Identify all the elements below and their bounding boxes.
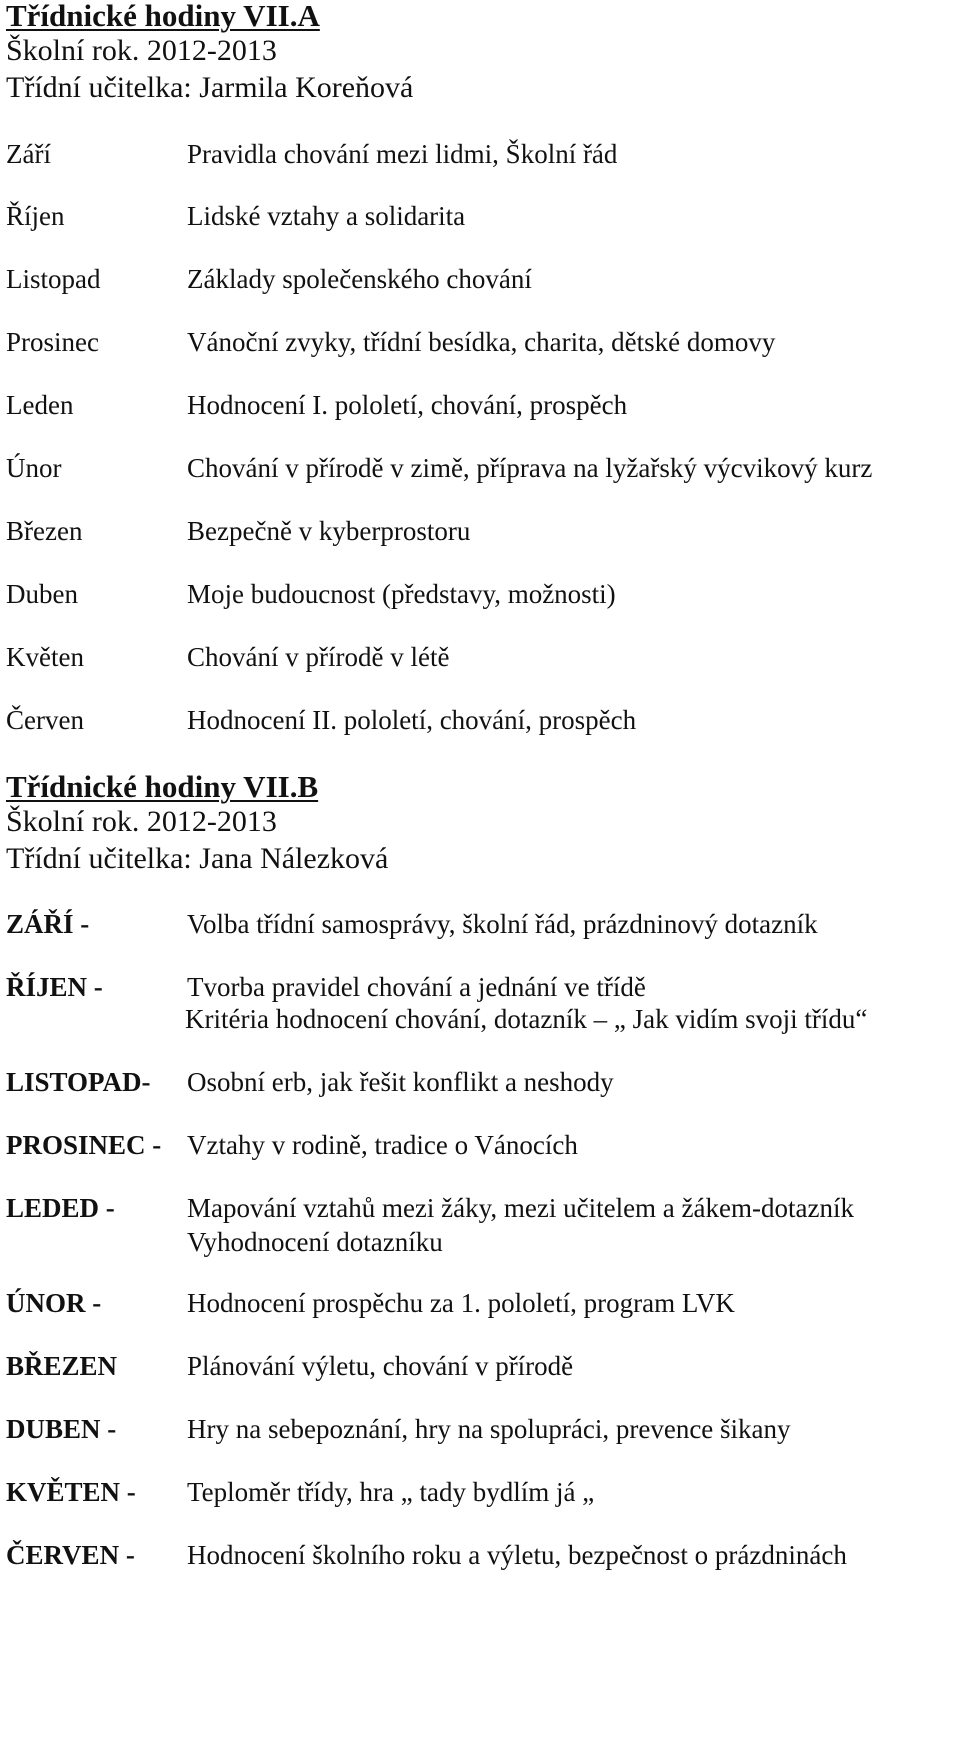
topic-text: Hry na sebepoznání, hry na spolupráci, prevence šikany xyxy=(187,1414,791,1444)
topic-text: Moje budoucnost (představy, možnosti) xyxy=(187,579,616,609)
topic-text: Hodnocení II. pololetí, chování, prospěch xyxy=(187,705,637,735)
schedule-row xyxy=(0,644,960,684)
schedule-row xyxy=(0,392,960,432)
month-label: Říjen xyxy=(6,201,65,231)
schedule-row xyxy=(0,203,960,243)
topic-text: Hodnocení I. pololetí, chování, prospěch xyxy=(187,390,628,420)
month-label: BŘEZEN xyxy=(6,1351,118,1381)
schedule-row xyxy=(0,141,960,181)
month-label: Červen xyxy=(6,705,84,735)
month-label: PROSINEC - xyxy=(6,1130,162,1160)
schedule-row xyxy=(0,1132,960,1172)
topic-text: Tvorba pravidel chování a jednání ve třídě xyxy=(187,972,646,1002)
schedule-row xyxy=(0,1353,960,1393)
schedule-row xyxy=(0,266,960,306)
month-label: Listopad xyxy=(6,264,101,294)
schedule-row xyxy=(0,518,960,558)
month-label: ÚNOR - xyxy=(6,1288,102,1318)
class-b-teacher: Třídní učitelka: Jana Nálezková xyxy=(6,842,389,875)
topic-text: Vztahy v rodině, tradice o Vánocích xyxy=(187,1130,578,1160)
month-label: ŘÍJEN - xyxy=(6,972,103,1002)
topic-text: Plánování výletu, chování v přírodě xyxy=(187,1351,574,1381)
schedule-row xyxy=(0,1479,960,1519)
schedule-row xyxy=(0,581,960,621)
schedule-row xyxy=(0,1290,960,1330)
month-label: ČERVEN - xyxy=(6,1540,135,1570)
topic-text: Bezpečně v kyberprostoru xyxy=(187,516,471,546)
topic-text: Základy společenského chování xyxy=(187,264,532,294)
topic-text: Chování v přírodě v zimě, příprava na lyžařský výcvikový kurz xyxy=(187,453,873,483)
class-b-title: Třídnické hodiny VII.B xyxy=(6,769,319,804)
topic-text: Vánoční zvyky, třídní besídka, charita, dětské domovy xyxy=(187,327,776,357)
topic-text: Chování v přírodě v létě xyxy=(187,642,450,672)
topic-text: Mapování vztahů mezi žáky, mezi učitelem a žákem-dotazník xyxy=(187,1193,854,1223)
month-label: Leden xyxy=(6,390,74,420)
month-label: Prosinec xyxy=(6,327,99,357)
topic-text: Osobní erb, jak řešit konflikt a neshody xyxy=(187,1067,614,1097)
schedule-row xyxy=(0,329,960,369)
schedule-row xyxy=(0,707,960,747)
month-label: Květen xyxy=(6,642,84,672)
month-label: Únor xyxy=(6,453,62,483)
month-label: Duben xyxy=(6,579,78,609)
class-b-school-year: Školní rok. 2012-2013 xyxy=(6,805,277,838)
month-label: ZÁŘÍ - xyxy=(6,909,90,939)
schedule-row xyxy=(0,1542,960,1582)
class-a-teacher: Třídní učitelka: Jarmila Koreňová xyxy=(6,71,414,104)
schedule-row xyxy=(0,1195,960,1235)
month-label: KVĚTEN - xyxy=(6,1477,136,1507)
month-label: Září xyxy=(6,139,51,169)
topic-text: Volba třídní samosprávy, školní řád, prázdninový dotazník xyxy=(187,909,818,939)
schedule-row xyxy=(0,455,960,495)
topic-text: Teploměr třídy, hra „ tady bydlím já „ xyxy=(187,1477,595,1507)
schedule-row xyxy=(0,1416,960,1456)
month-label: DUBEN - xyxy=(6,1414,117,1444)
schedule-row xyxy=(0,1069,960,1109)
topic-text: Hodnocení prospěchu za 1. pololetí, program LVK xyxy=(187,1288,735,1318)
class-a-title: Třídnické hodiny VII.A xyxy=(6,0,320,33)
topic-text-continuation: Kritéria hodnocení chování, dotazník – „ Jak vidím svoji třídu“ xyxy=(185,1004,868,1034)
month-label: LISTOPAD- xyxy=(6,1067,151,1097)
month-label: LEDED - xyxy=(6,1193,115,1223)
topic-text: Hodnocení školního roku a výletu, bezpečnost o prázdninách xyxy=(187,1540,847,1570)
topic-text: Lidské vztahy a solidarita xyxy=(187,201,466,231)
schedule-row xyxy=(0,911,960,951)
topic-text-continuation: Vyhodnocení dotazníku xyxy=(187,1227,443,1257)
topic-text: Pravidla chování mezi lidmi, Školní řád xyxy=(187,139,618,169)
class-a-school-year: Školní rok. 2012-2013 xyxy=(6,34,277,67)
month-label: Březen xyxy=(6,516,83,546)
